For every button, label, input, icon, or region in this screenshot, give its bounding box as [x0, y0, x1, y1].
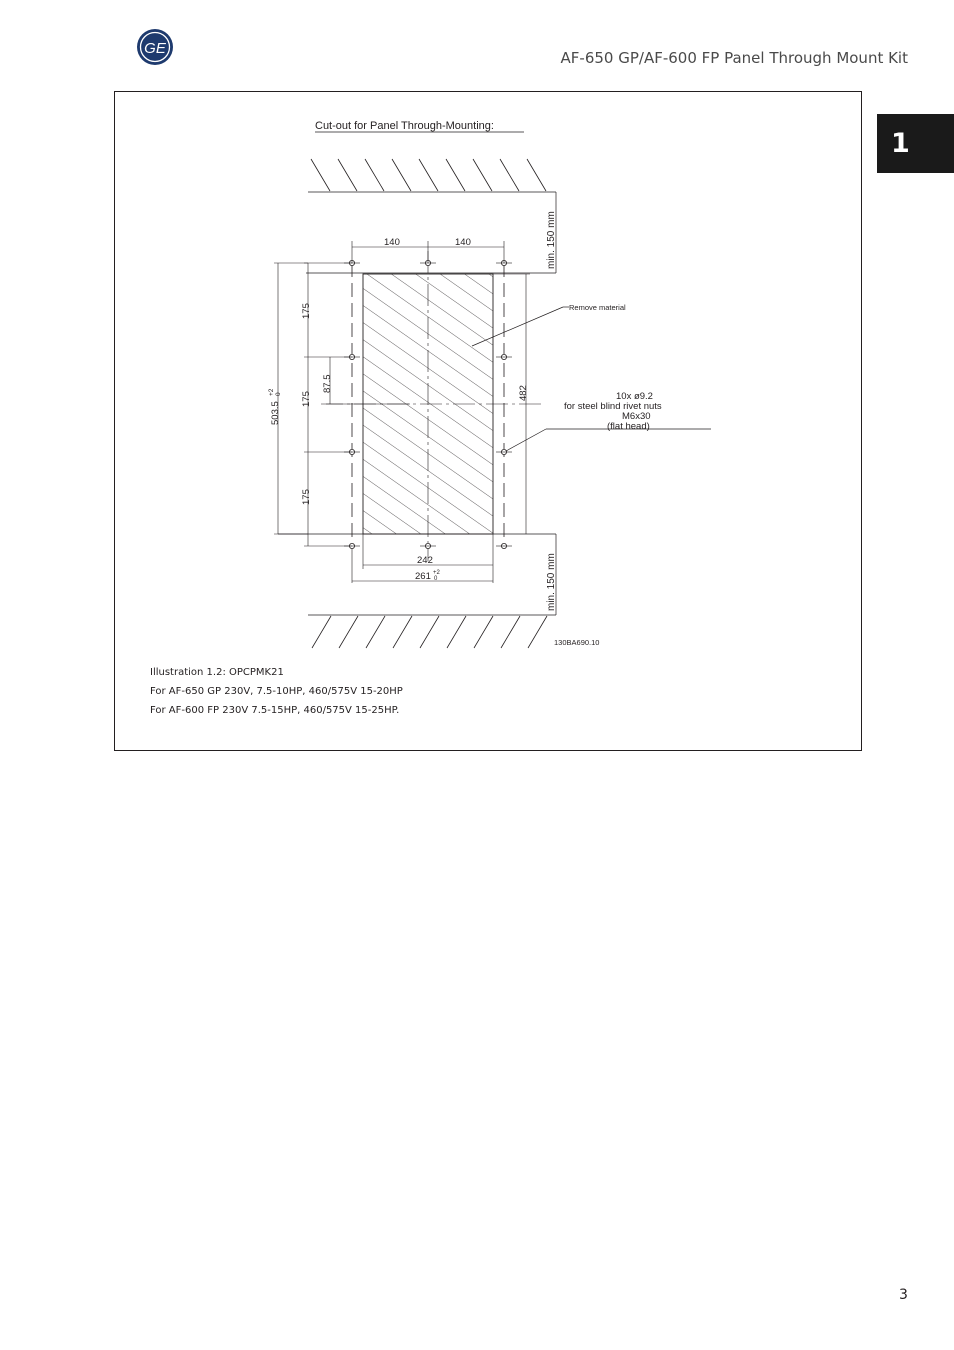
- header-title: AF-650 GP/AF-600 FP Panel Through Mount Kit: [560, 49, 908, 67]
- caption-line-2: For AF-650 GP 230V, 7.5-10HP, 460/575V 15-20HP: [150, 686, 403, 697]
- rivet-spec-line1: 10x ø9.2: [616, 391, 653, 402]
- page-number: 3: [899, 1287, 908, 1303]
- drawing-heading: Cut-out for Panel Through-Mounting:: [315, 120, 494, 132]
- cutout-drawing: [115, 92, 863, 752]
- caption-line-3: For AF-600 FP 230V 7.5-15HP, 460/575V 15-25HP.: [150, 705, 400, 716]
- dim-503-tol: +2: [268, 388, 275, 396]
- ge-logo-text: GE: [144, 40, 166, 57]
- rivet-spec-line2: for steel blind rivet nuts: [564, 401, 662, 412]
- rivet-spec-line4: (flat head): [607, 421, 650, 432]
- dim-140-left: 140: [384, 237, 400, 248]
- ge-logo: [136, 28, 174, 66]
- dim-175-top: 175: [301, 303, 312, 319]
- min-clearance-top: min. 150 mm: [546, 211, 557, 269]
- min-clearance-bottom: min. 150 mm: [546, 553, 557, 611]
- dim-261: 261: [415, 571, 431, 582]
- rivet-spec-line3: M6x30: [622, 411, 651, 422]
- remove-material-label: Remove material: [569, 303, 626, 312]
- drawing-id: 130BA690.10: [554, 638, 600, 647]
- dim-175-mid: 175: [301, 391, 312, 407]
- dim-261-tol: +2: [433, 570, 440, 576]
- dim-503: 503.5: [270, 401, 281, 425]
- figure-box: [114, 91, 862, 751]
- top-wall: [308, 159, 556, 192]
- bottom-wall: [308, 615, 556, 648]
- caption-line-1: Illustration 1.2: OPCPMK21: [150, 667, 284, 678]
- dim-503-tol2: 0: [275, 392, 282, 396]
- dim-242: 242: [417, 555, 433, 566]
- dim-175-bot: 175: [301, 489, 312, 505]
- dim-482: 482: [518, 385, 529, 401]
- dim-261-tol2: 0: [434, 576, 438, 582]
- dim-140-right: 140: [455, 237, 471, 248]
- chapter-tab: 1: [877, 114, 954, 173]
- dim-87-5: 87.5: [322, 374, 333, 393]
